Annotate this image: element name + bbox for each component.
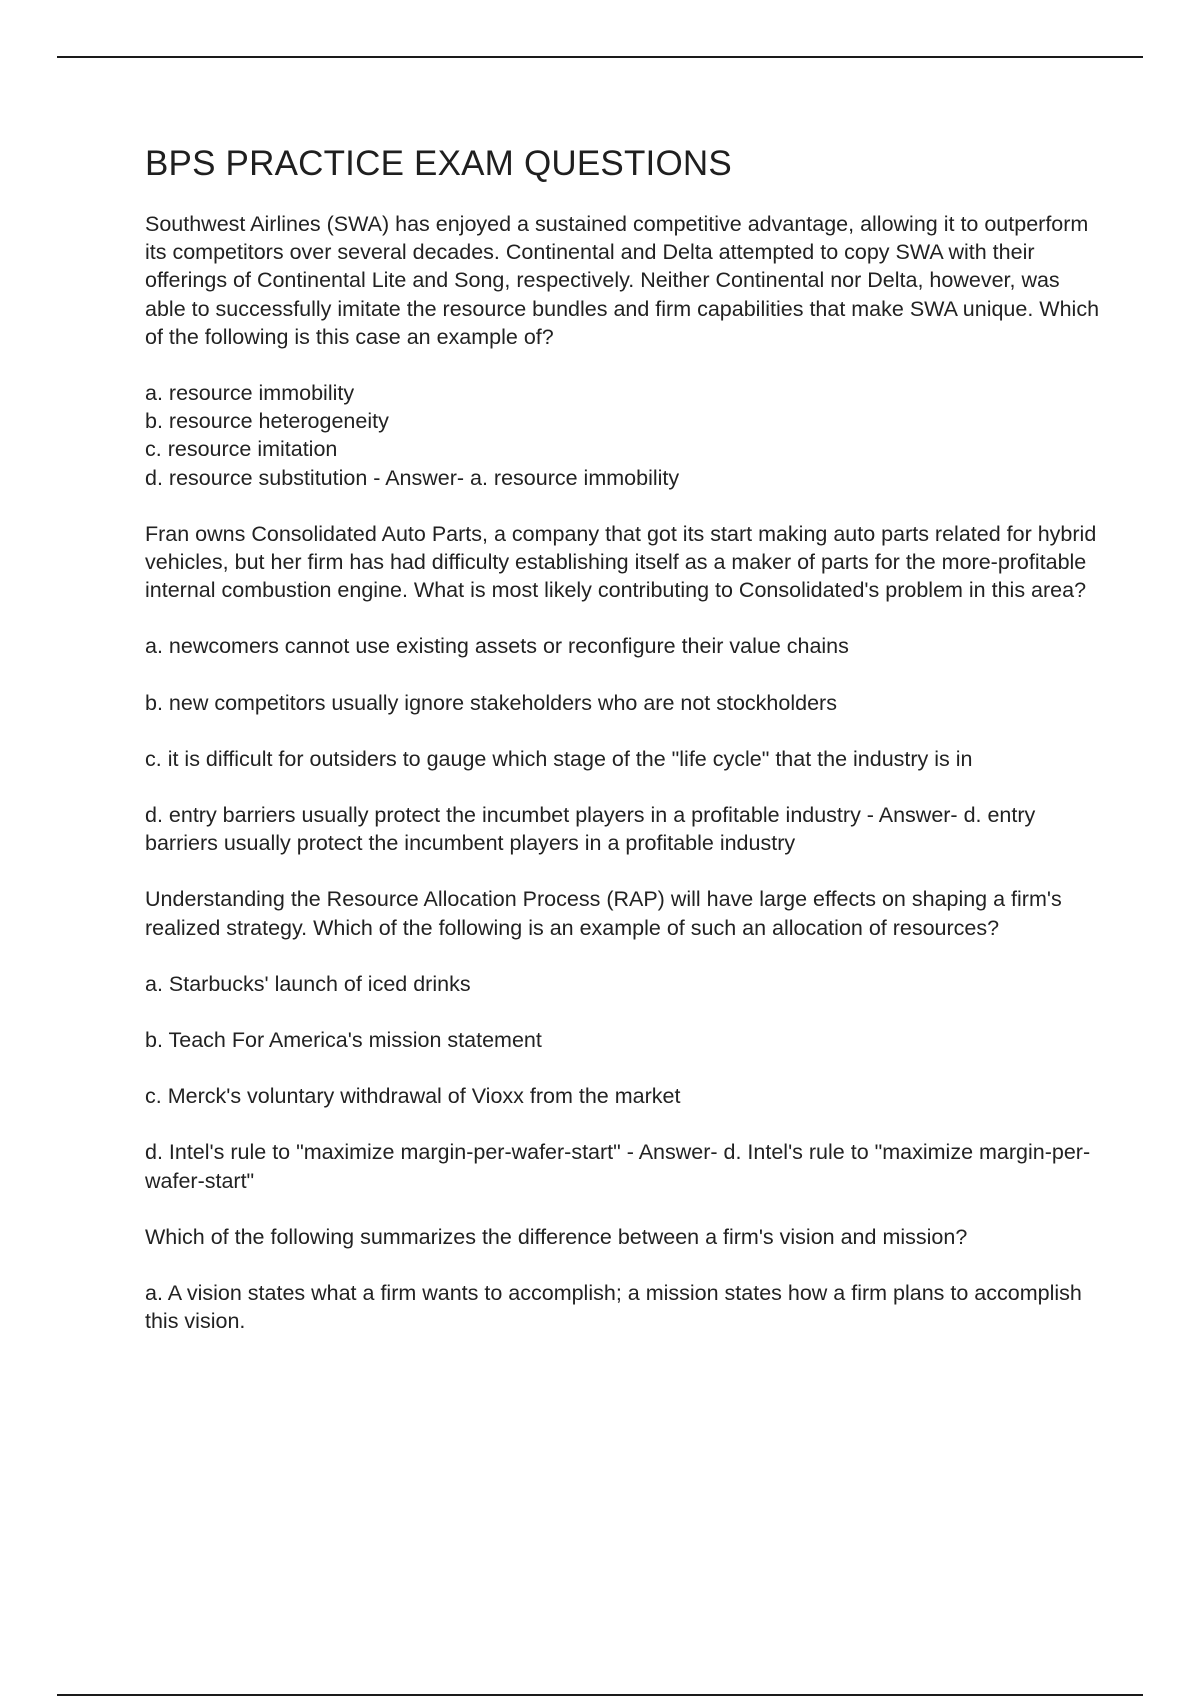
question-2-option-a: a. newcomers cannot use existing assets or reconfigure their value chains <box>145 634 849 659</box>
question-3-stem: Understanding the Resource Allocation Process (RAP) will have large effects on shaping a firm's realized strategy. Which of the following is an example of such an allocation of resources? <box>145 887 1062 940</box>
question-1-option-a: a. resource immobility <box>145 381 355 406</box>
document-body <box>145 143 1100 1363</box>
question-3-option-a: a. Starbucks' launch of iced drinks <box>145 971 471 996</box>
question-2-option-d-answer: d. entry barriers usually protect the incumbet players in a profitable industry - Answer- d. entry barriers usually protect the incumbent players in a profitable industry <box>145 803 1036 856</box>
question-2-option-b: b. new competitors usually ignore stakeholders who are not stockholders <box>145 690 837 715</box>
question-2-option-c: c. it is difficult for outsiders to gauge which stage of the "life cycle" that the industry is in <box>145 746 973 771</box>
page-title: BPS PRACTICE EXAM QUESTIONS <box>145 144 732 183</box>
top-rule <box>57 56 1143 58</box>
question-3-option-b: b. Teach For America's mission statement <box>145 1028 542 1053</box>
question-1-option-b: b. resource heterogeneity <box>145 409 389 434</box>
question-1-option-d-answer: d. resource substitution - Answer- a. resource immobility <box>145 465 680 490</box>
question-1-options <box>145 379 1100 492</box>
question-2-stem: Fran owns Consolidated Auto Parts, a company that got its start making auto parts related for hybrid vehicles, but her firm has had difficulty establishing itself as a maker of parts for the more-profitable internal combustion engine. What is most likely contributing to Consolidated's problem in this area? <box>145 521 1097 603</box>
bottom-rule <box>57 1694 1143 1696</box>
question-4-option-a: a. A vision states what a firm wants to accomplish; a mission states how a firm plans to accomplish this vision. <box>145 1281 1082 1334</box>
question-3-option-d-answer: d. Intel's rule to "maximize margin-per-wafer-start" - Answer- d. Intel's rule to "maximize margin-per-wafer-start" <box>145 1140 1091 1193</box>
question-1-option-c: c. resource imitation <box>145 437 338 462</box>
question-3-option-c: c. Merck's voluntary withdrawal of Vioxx from the market <box>145 1084 681 1109</box>
question-1-stem: Southwest Airlines (SWA) has enjoyed a sustained competitive advantage, allowing it to outperform its competitors over several decades. Continental and Delta attempted to copy SWA with their offerings of Continental Lite and Song, respectively. Neither Continental nor Delta, however, was able to successfully imitate the resource bundles and firm capabilities that make SWA unique. Which of the following is this case an example of? <box>145 212 1100 349</box>
question-4-stem: Which of the following summarizes the difference between a firm's vision and mission? <box>145 1224 968 1249</box>
